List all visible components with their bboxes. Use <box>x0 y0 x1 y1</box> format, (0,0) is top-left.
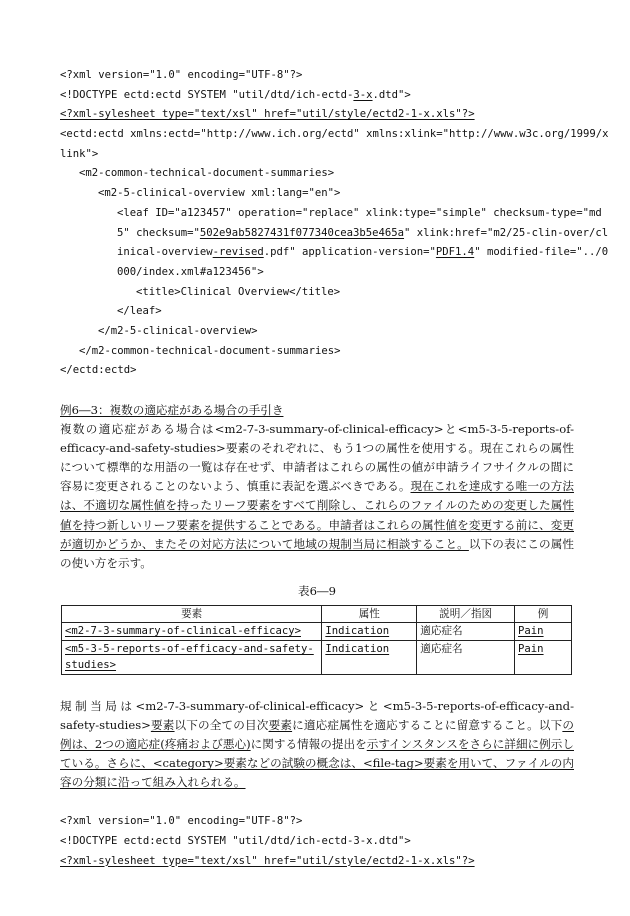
code-token: <?xml-sylesheet type="text/xsl" href="util/style/ectd2-1-x.xls"?> <box>60 108 475 121</box>
code-line <box>60 105 574 125</box>
code-token: </ectd:ectd> <box>60 364 137 377</box>
table-row <box>62 623 572 641</box>
code-line <box>60 243 609 263</box>
code-token: <m2-5-clinical-overview xml:lang="en"> <box>98 187 341 200</box>
paragraph_2-segment: 示すインスタンスをさらに詳細に例示している。さらに、<category>要素などの試験の概念は、<file-tag>要素を用いて、ファイルの内容の分類に沿って組み入れられる。 <box>60 737 574 790</box>
code-line <box>60 224 609 244</box>
code-line <box>60 145 574 165</box>
example-heading: 例6―3：複数の適応症がある場合の手引き <box>60 403 284 417</box>
cell-element: <m5-3-5-reports-of-efficacy-and-safety-studies> <box>62 640 322 674</box>
code-token: " xlink:href="m2/25-clin-over/cl <box>404 226 609 239</box>
cell-description: 適応症名 <box>417 623 515 641</box>
code-token: .pdf" application-version=" <box>263 246 436 259</box>
header-example: 例 <box>515 605 572 623</box>
paragraph_2-segment: に関する情報の提出を <box>250 737 367 752</box>
indication-attribute-table <box>61 605 572 675</box>
code-token: <m2-common-technical-document-summaries> <box>79 167 335 180</box>
header-element: 要素 <box>62 605 322 623</box>
code-line <box>60 86 574 106</box>
code-line <box>60 322 574 342</box>
code-token: <!DOCTYPE ectd:ectd SYSTEM "util/dtd/ich-ectd-3-x.dtd"> <box>60 835 411 847</box>
code-line <box>60 342 574 362</box>
code-line <box>60 302 574 322</box>
code-token: inical-overview <box>117 246 213 259</box>
code-token: .dtd"> <box>372 88 411 101</box>
code-line <box>60 361 574 381</box>
code-token: " modified-file="../0 <box>474 246 609 259</box>
code-token: PDF1.4 <box>435 246 475 259</box>
code-token: 5" checksum=" <box>117 226 200 239</box>
code-token: <?xml-sylesheet type="text/xsl" href="util/style/ectd2-1-x.xls"?> <box>60 854 475 867</box>
cell-description: 適応症名 <box>417 640 515 674</box>
code-token: 502e9ab5827431f077340cea3b5e465a <box>199 226 405 239</box>
xml-code-block-1 <box>60 66 609 381</box>
code-line <box>60 832 574 852</box>
code-token: link"> <box>60 147 99 160</box>
code-token: </m2-5-clinical-overview> <box>98 324 258 337</box>
code-token: <leaf ID="a123457" operation="replace" xlink:type="simple" checksum-type="md <box>117 206 602 219</box>
cell-attribute: Indication <box>322 640 417 674</box>
code-line <box>60 263 574 283</box>
paragraph_2-segment: に適応症属性を適応することに留意すること。以下 <box>292 717 563 732</box>
code-token: -revised <box>212 246 264 259</box>
document-page <box>60 66 609 871</box>
paragraph_2-segment: 規制当局は<m2-7-3-summary-of-clinical-efficacy>と<m5-3-5-reports-of-efficacy-and-safety-studies> <box>60 698 574 732</box>
code-token: 000/index.xml#a123456"> <box>117 265 264 278</box>
code-token: <title>Clinical Overview</title> <box>136 285 341 298</box>
paragraph_2-segment: 要素 <box>150 717 175 732</box>
table-row <box>62 640 572 674</box>
code-line <box>60 852 574 872</box>
header-attribute: 属性 <box>322 605 417 623</box>
code-line <box>60 125 609 145</box>
code-token: </m2-common-technical-document-summaries> <box>79 344 341 357</box>
code-line <box>60 66 574 86</box>
code-token: <!DOCTYPE ectd:ectd SYSTEM "util/dtd/ich-ectd- <box>60 88 354 101</box>
cell-element: <m2-7-3-summary-of-clinical-efficacy> <box>62 623 322 641</box>
code-line <box>60 164 574 184</box>
paragraph_2-segment: の例は、2つの適応症(疼痛および悪心) <box>60 717 574 752</box>
code-token: 3-x <box>353 88 373 101</box>
cell-example: Pain <box>515 623 572 641</box>
code-line <box>60 812 574 832</box>
cell-attribute: Indication <box>322 623 417 641</box>
code-token: <ectd:ectd xmlns:ectd="http://www.ich.org/ectd" xmlns:xlink="http://www.w3c.org/1999/x <box>60 128 609 141</box>
xml-code-block-2 <box>60 812 574 871</box>
code-line <box>60 184 574 204</box>
cell-example: Pain <box>515 640 572 674</box>
paragraph_1-segment: 現在これを達成する唯一の方法は、不適切な属性値を持ったリーフ要素をすべて削除し、これらのファイルのための変更した属性値を持つ新しいリーフ要素を提供することである。申請者はこれらの属性値を変更する前に、変更が適切かどうか、またその対応方法について地域の規制当局に相談すること。 <box>60 479 574 551</box>
table-header-row <box>62 605 572 623</box>
paragraph-indication-guidance <box>60 420 574 573</box>
paragraph_1-segment: 複数の適応症がある場合は<m2-7-3-summary-of-clinical-efficacy>と<m5-3-5-reports-of-efficacy-and-safety-studies>要素のそれぞれに、もう1つの属性を使用する。現在これらの属性について標準的な用語の一覧は存在せず、申請者はこれらの属性の値が申請ライフサイクルの間に容易に変更されることのないよう、慎重に表記を選ぶべきである。 <box>60 422 574 494</box>
header-description: 説明／指図 <box>417 605 515 623</box>
paragraph_1-segment: 以下の表にこの属性の使い方を示す。 <box>60 536 574 570</box>
paragraph_2-segment: 要素 <box>268 717 293 732</box>
table-caption: 表6―9 <box>298 583 336 598</box>
code-token: </leaf> <box>117 305 162 318</box>
code-token: <?xml version="1.0" encoding="UTF-8"?> <box>60 815 303 828</box>
code-line <box>60 283 574 303</box>
code-token: <?xml version="1.0" encoding="UTF-8"?> <box>60 69 303 81</box>
paragraph-regulatory-note <box>60 697 574 792</box>
code-line <box>60 204 602 224</box>
paragraph_2-segment: 以下の全ての目次 <box>174 717 269 732</box>
